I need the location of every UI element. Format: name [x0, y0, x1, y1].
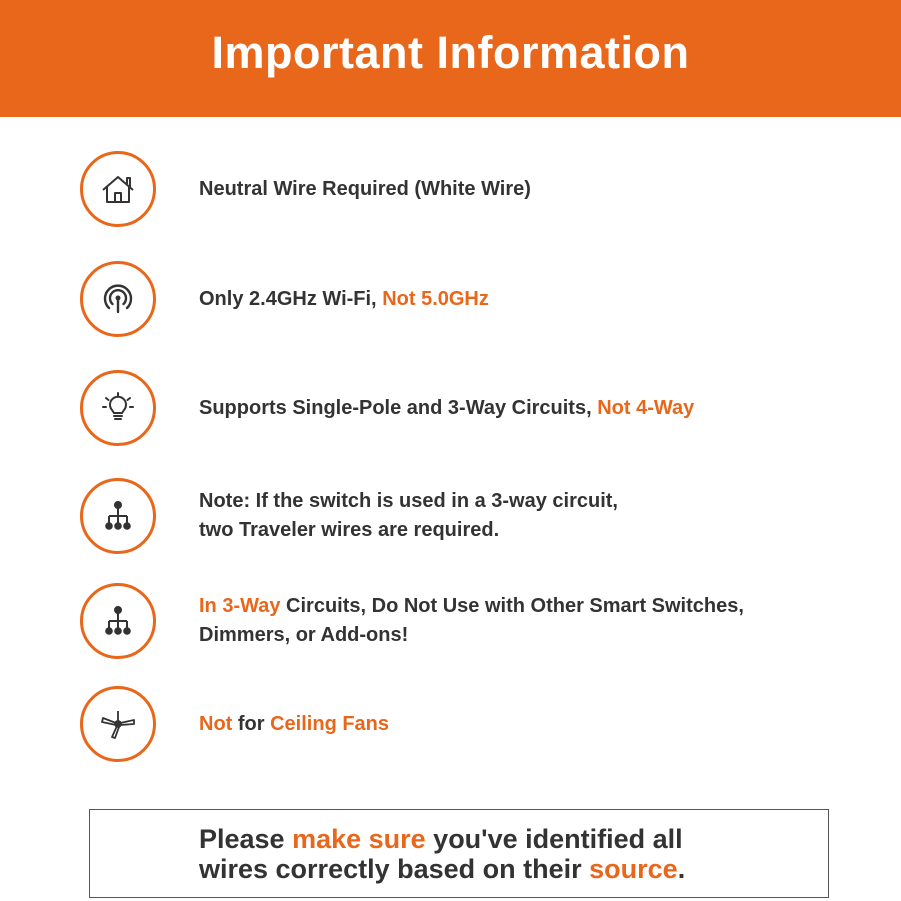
info-text: Neutral Wire Required (White Wire): [199, 177, 531, 200]
wifi-signal-icon: [80, 261, 156, 337]
light-bulb-icon: [80, 370, 156, 446]
info-item-neutral-wire: [80, 149, 880, 229]
house-icon: [80, 151, 156, 227]
info-text: Note: If the switch is used in a 3-way circuit, two Traveler wires are required.: [199, 490, 618, 541]
header-banner: [0, 0, 901, 117]
info-item-traveler-wires: [80, 476, 880, 556]
circuit-tree-icon: [80, 583, 156, 659]
ceiling-fan-icon: [80, 686, 156, 762]
info-item-wifi: [80, 259, 880, 339]
circuit-tree-icon: [80, 478, 156, 554]
info-item-ceiling-fans: [80, 684, 880, 764]
info-item-smart-switches: [80, 581, 880, 661]
info-text: Supports Single-Pole and 3-Way Circuits, Not 4-Way: [199, 396, 695, 419]
info-text: Only 2.4GHz Wi-Fi, Not 5.0GHz: [199, 287, 489, 310]
info-text: Not for Ceiling Fans: [199, 712, 390, 735]
info-item-circuits: [80, 368, 880, 448]
info-text: In 3-Way Circuits, Do Not Use with Other Smart Switches, Dimmers, or Add-ons!: [199, 595, 744, 646]
notice-box: Please make sure you've identified all wires correctly based on their source.: [89, 809, 829, 898]
page-title: Important Information: [211, 26, 690, 78]
